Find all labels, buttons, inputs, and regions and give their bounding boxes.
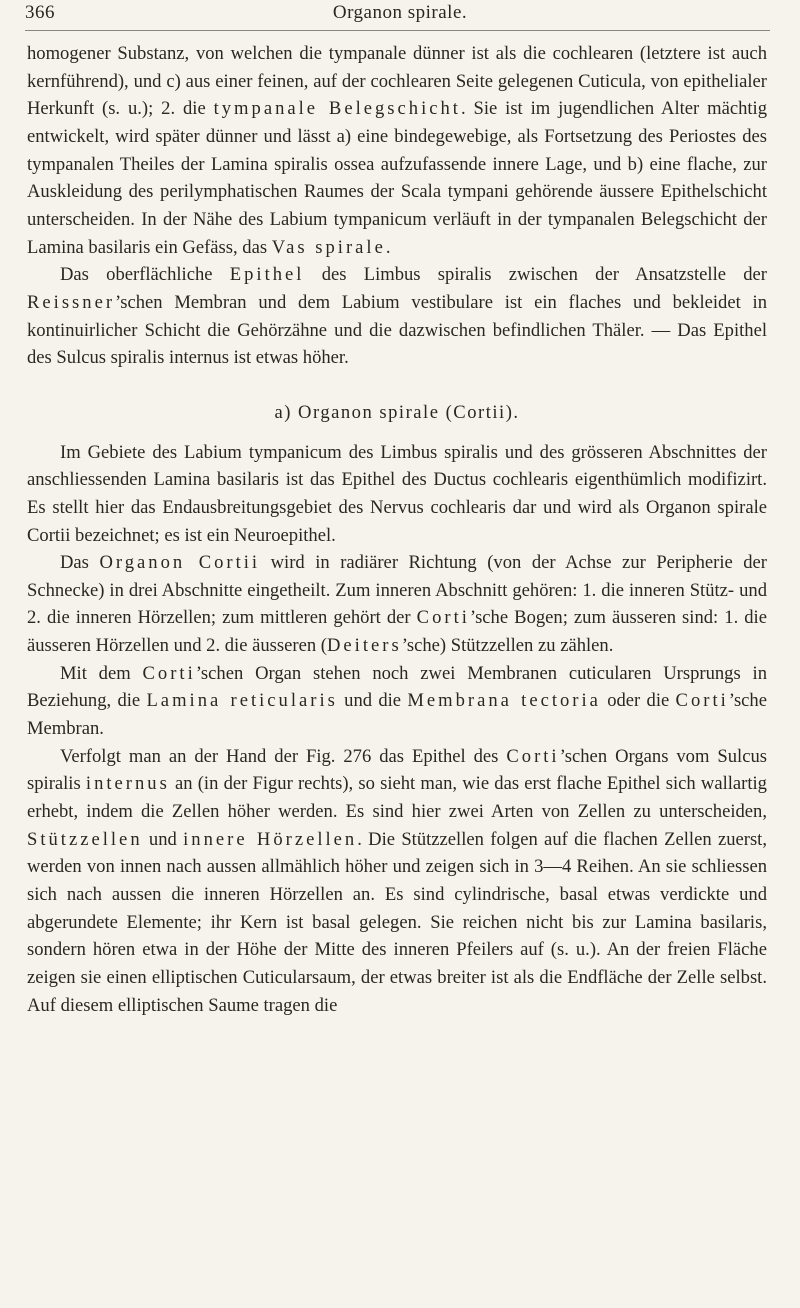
- paragraph-1: [27, 40, 767, 261]
- paragraph-4: [27, 549, 767, 660]
- paragraph-2: [27, 261, 767, 372]
- text-run: oder die: [600, 690, 676, 712]
- text-run: ’sche Membran.: [27, 690, 767, 740]
- text-run: Das: [60, 552, 100, 574]
- text-run: an (in der Figur rechts), so sieht man, wie das erst flache Epithel sich wallartig erhebt, indem die Zellen höher werden. Es sind hier zwei Arten von Zellen zu unterscheiden,: [27, 773, 767, 823]
- spaced-term: Stützzellen: [27, 828, 143, 850]
- text-run: . Die Stützzellen folgen auf die flachen Zellen zuerst, werden von innen nach aussen allmählich höher und zeigen sich in 3—4 Reihen. An sie schliessen sich nach aussen die inneren Hörzellen an. Es sind cylindrische, basal etwas verdickte und abgerundete Elemente; ihr Kern ist basal gelegen. Sie reichen nicht bis zur Lamina basilaris, sondern hören etwa in der Höhe der Mitte des inneren Pfeilers auf (s. u.). An der freien Fläche zeigen sie einen elliptischen Cuticularsaum, der etwas breiter ist als die Endfläche der Zelle selbst. Auf diesem elliptischen Saume tragen die: [27, 828, 768, 1016]
- text-run: ’sche Bogen; zum äusseren sind: 1. die äusseren Hörzellen und 2. die äusseren (: [27, 607, 767, 657]
- text-run: . Sie ist im jugendlichen Alter mächtig entwickelt, wird später dünner und lässt a) eine bindegewebige, als Fortsetzung des Periostes des tympanalen Theiles der Lamina spiralis ossea aufzufassende innere Lage, und b) eine flache, zur Auskleidung des perilymphatischen Raumes der Scala tympani gehörende äussere Epithelschicht unterscheiden. In der Nähe des Labium tympanicum verläuft in der tympanalen Belegschicht der Lamina basilaris ein Gefäss, das: [27, 98, 767, 258]
- spaced-term: Membrana tectoria: [407, 690, 601, 712]
- text-run: ’sche) Stützzellen zu zählen.: [401, 635, 614, 657]
- spaced-name: Corti: [506, 745, 560, 767]
- text-run: homogener Substanz, von welchen die tympanale dünner ist als die cochlearen (letztere ist auch kernführend), und c) aus einer feinen, auf der cochlearen Seite gelegenen Cuticula, von epithelialer Herkunft (s. u.); 2. die: [27, 43, 767, 120]
- running-title: Organon spirale.: [332, 2, 468, 23]
- spaced-name: Corti: [142, 662, 196, 684]
- paragraph-5: [27, 660, 767, 743]
- spaced-name: Corti: [416, 607, 470, 629]
- paragraph-3: Im Gebiete des Labium tympanicum des Limbus spiralis und des grösseren Abschnittes der anschliessenden Lamina basilaris ist das Epithel des Ductus cochlearis eigenthümlich modifizirt. Es stellt hier das Endausbreitungsgebiet des Nervus cochlearis dar und wird als Organon spirale Cortii bezeichnet; es ist ein Neuroepithel.: [27, 441, 767, 546]
- spaced-term: tympanale Belegschicht: [213, 98, 461, 120]
- paragraph-6: [27, 743, 767, 1020]
- text-run: .: [385, 236, 391, 258]
- spaced-term: Vas spirale: [271, 236, 386, 258]
- text-run: ’schen Organs vom Sulcus spiralis: [27, 745, 767, 795]
- spaced-term: Organon Cortii: [99, 552, 261, 574]
- text-run: und die: [337, 690, 408, 712]
- text-run: und: [142, 828, 184, 850]
- spaced-term: internus: [85, 773, 170, 795]
- text-run: Verfolgt man an der Hand der Fig. 276 das Epithel des: [60, 745, 507, 767]
- spaced-name: Corti: [675, 690, 729, 712]
- text-run: des Limbus spiralis zwischen der Ansatzstelle der: [304, 264, 767, 286]
- text-run: Mit dem: [60, 662, 143, 684]
- spaced-term: Lamina reticularis: [146, 690, 338, 712]
- text-run: ’schen Membran und dem Labium vestibulare ist ein flaches und bekleidet in kontinuirlicher Schicht die Gehörzähne und die dazwischen befindlichen Thäler. — Das Epithel des Sulcus spiralis internus ist etwas höher.: [27, 291, 767, 369]
- section-heading: a) Organon spirale (Cortii).: [274, 401, 520, 423]
- spaced-term: innere Hörzellen: [183, 828, 358, 850]
- header-rule: [25, 30, 770, 31]
- page-number: 366: [25, 2, 55, 23]
- spaced-name: Deiters: [326, 635, 402, 657]
- page-header: [0, 0, 800, 30]
- text-run: wird in radiärer Richtung (von der Achse zur Peripherie der Schnecke) in drei Abschnitte eingetheilt. Zum inneren Abschnitt gehören: 1. die inneren Stütz- und 2. die inneren Hörzellen; zum mittleren gehört der: [27, 552, 767, 629]
- text-run: Das oberflächliche: [60, 264, 230, 286]
- spaced-name: Reissner: [27, 291, 116, 313]
- body-text: [27, 40, 767, 1019]
- spaced-term: Epithel: [229, 264, 305, 286]
- text-run: ’schen Organ stehen noch zwei Membranen cuticularen Ursprungs in Beziehung, die: [27, 662, 767, 712]
